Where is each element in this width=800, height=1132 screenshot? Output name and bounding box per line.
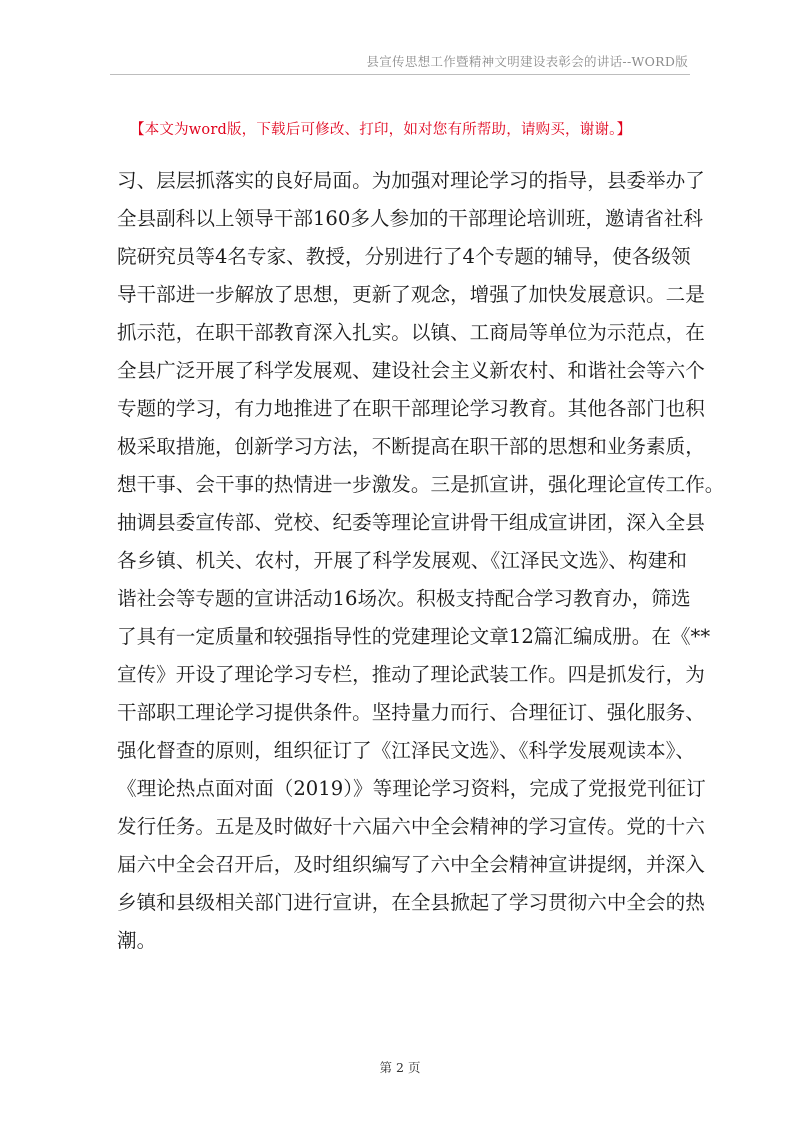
header-divider	[110, 74, 690, 75]
document-body	[117, 162, 725, 960]
body-line: 宣传》开设了理论学习专栏，推动了理论武装工作。四是抓发行，为	[117, 663, 705, 686]
header-title: 县宣传思想工作暨精神文明建设表彰会的讲话--WORD版	[366, 54, 688, 69]
body-line: 了具有一定质量和较强指导性的党建理论文章12篇汇编成册。在《**	[117, 625, 711, 648]
body-line: 发行任务。五是及时做好十六届六中全会精神的学习宣传。党的十六	[117, 815, 705, 838]
body-line: 各乡镇、机关、农村，开展了科学发展观、《江泽民文选》、构建和	[117, 549, 687, 572]
body-line: 乡镇和县级相关部门进行宣讲，在全县掀起了学习贯彻六中全会的热	[117, 891, 705, 914]
body-line: 专题的学习，有力地推进了在职干部理论学习教育。其他各部门也积	[117, 397, 705, 420]
page-number: 第 2 页	[379, 1060, 421, 1075]
body-line: 院研究员等4名专家、教授，分别进行了4个专题的辅导，使各级领	[117, 245, 691, 268]
body-line: 潮。	[117, 929, 157, 952]
body-line: 谐社会等专题的宣讲活动16场次。积极支持配合学习教育办，筛选	[117, 587, 691, 610]
body-line: 全县广泛开展了科学发展观、建设社会主义新农村、和谐社会等六个	[117, 359, 705, 382]
body-line: 抽调县委宣传部、党校、纪委等理论宣讲骨干组成宣讲团，深入全县	[117, 511, 705, 534]
body-line: 全县副科以上领导干部160多人参加的干部理论培训班，邀请省社科	[117, 207, 704, 230]
body-line: 想干事、会干事的热情进一步激发。三是抓宣讲，强化理论宣传工作。	[117, 473, 725, 496]
download-notice: 【本文为word版，下载后可修改、打印，如对您有所帮助，请购买，谢谢。】	[130, 122, 632, 138]
body-line: 干部职工理论学习提供条件。坚持量力而行、合理征订、强化服务、	[117, 701, 705, 724]
body-line: 《理论热点面对面（2019）》等理论学习资料，完成了党报党刊征订	[117, 777, 706, 800]
body-line: 强化督查的原则，组织征订了《江泽民文选》、《科学发展观读本》、	[117, 739, 696, 762]
body-line: 届六中全会召开后，及时组织编写了六中全会精神宣讲提纲，并深入	[117, 853, 705, 876]
body-line: 导干部进一步解放了思想，更新了观念，增强了加快发展意识。二是	[117, 283, 705, 306]
body-line: 极采取措施，创新学习方法，不断提高在职干部的思想和业务素质，	[117, 435, 705, 458]
body-line: 习、层层抓落实的良好局面。为加强对理论学习的指导，县委举办了	[117, 169, 705, 192]
body-line: 抓示范，在职干部教育深入扎实。以镇、工商局等单位为示范点，在	[117, 321, 705, 344]
